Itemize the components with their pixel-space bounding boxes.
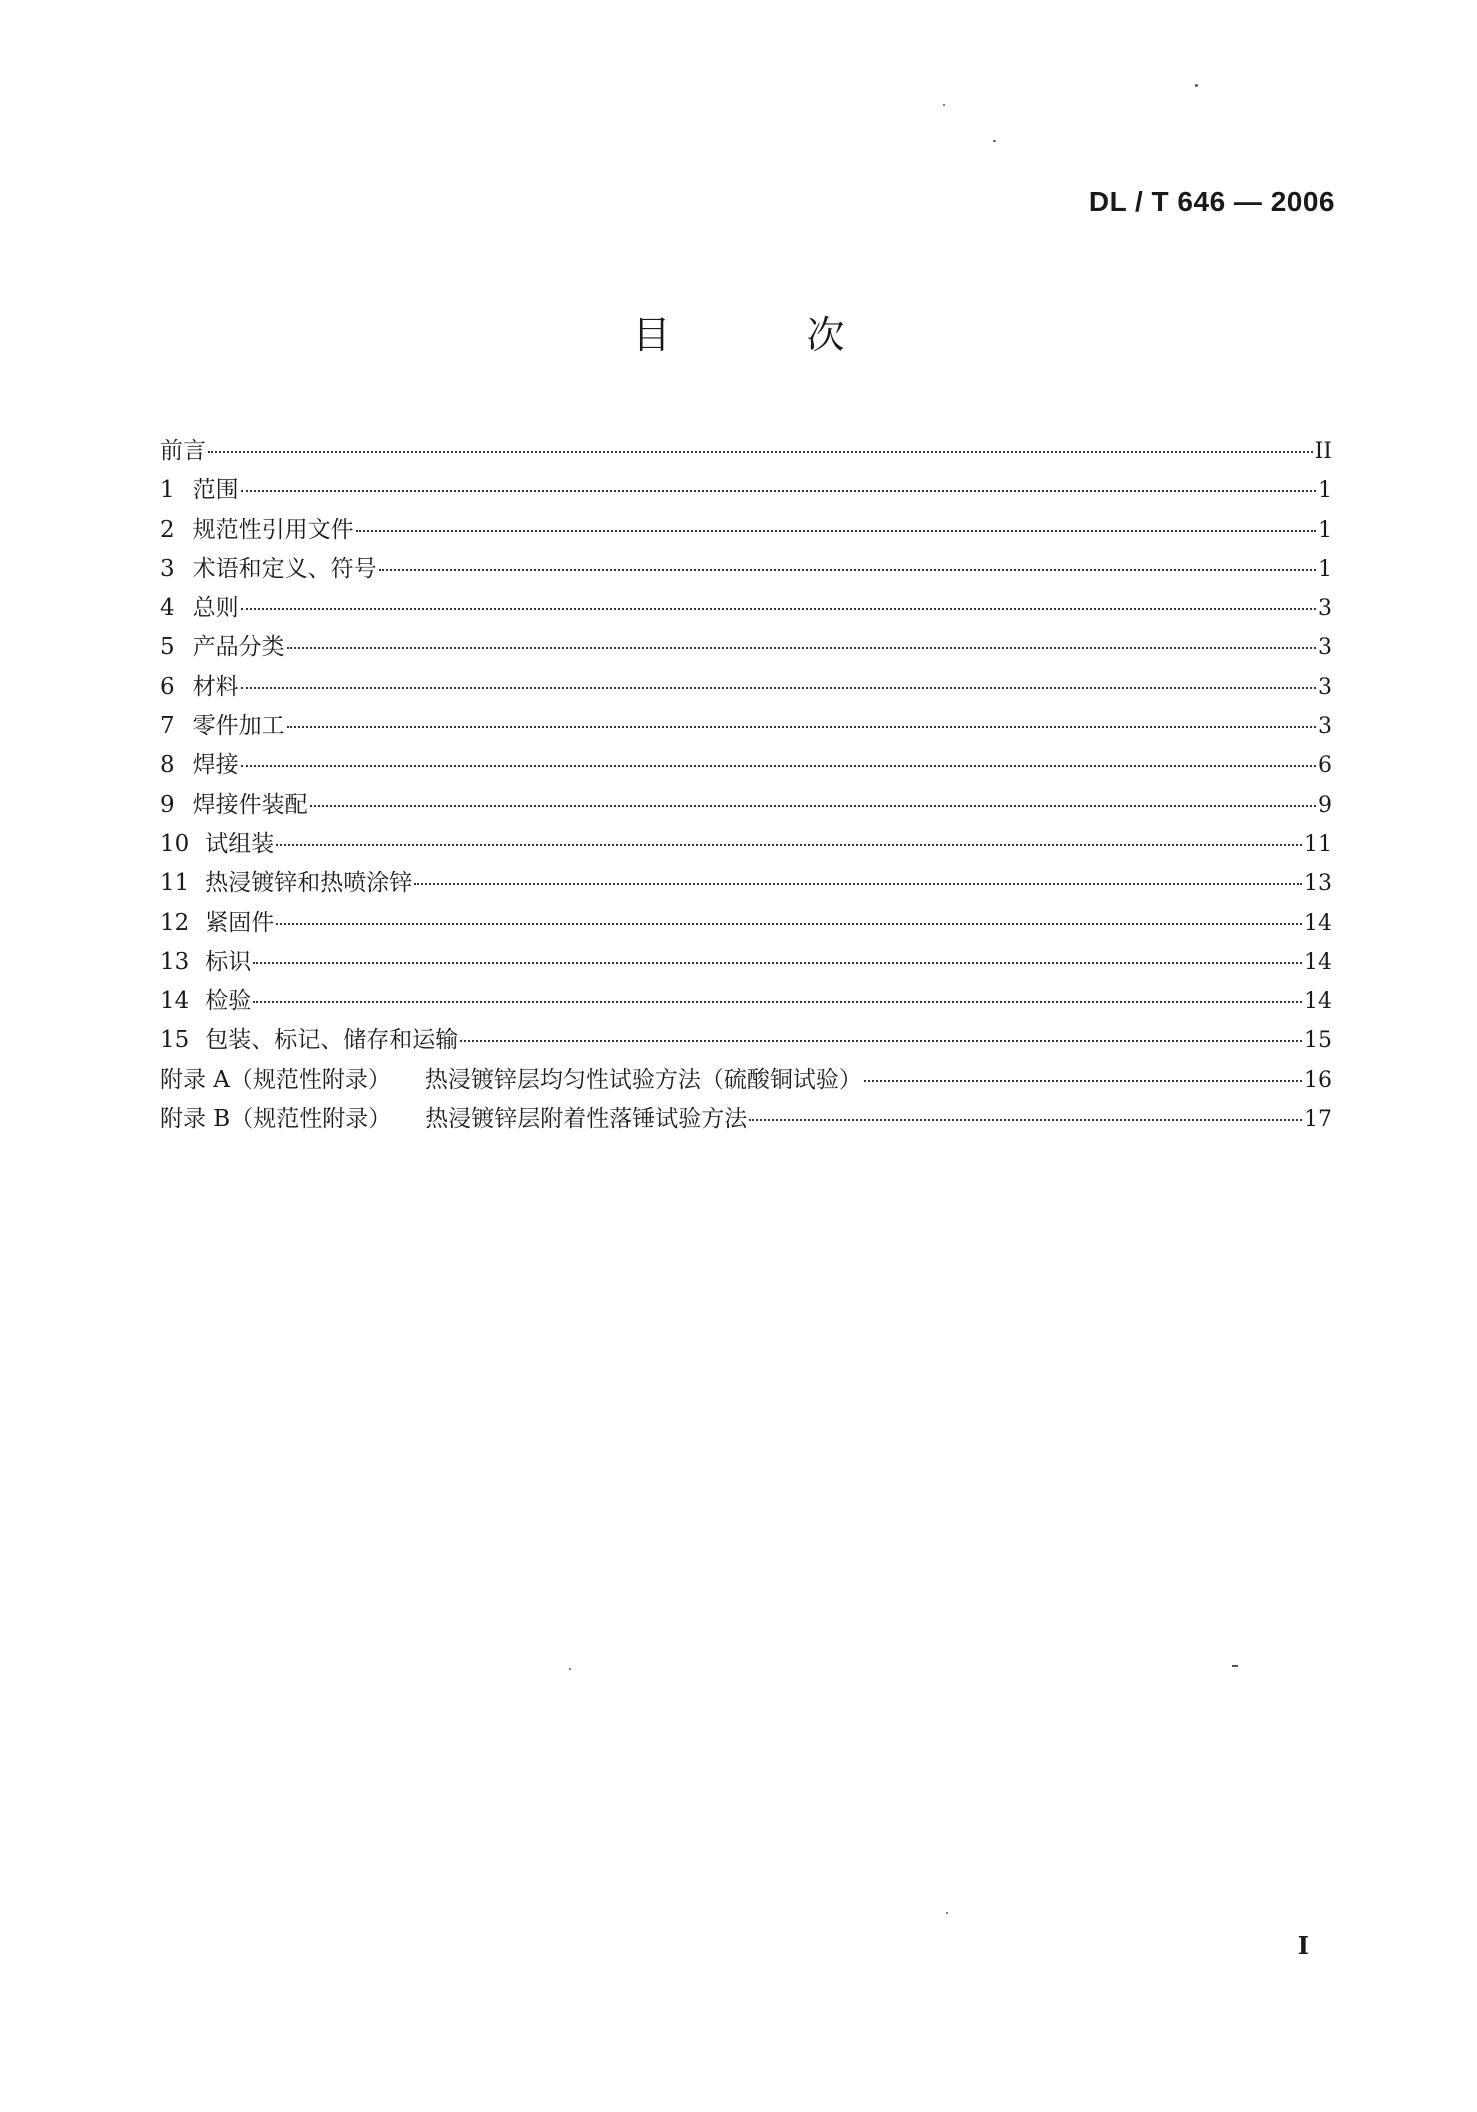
- toc-entry-page: 3: [1318, 635, 1332, 661]
- toc-entry-number: 8: [160, 752, 175, 779]
- toc-dot-leader: [287, 647, 1316, 649]
- toc-dot-leader: [379, 569, 1316, 571]
- page-folio: I: [1297, 1931, 1309, 1960]
- toc-entry-number: 2: [160, 516, 175, 543]
- toc-entry-title-main: 总则: [192, 595, 239, 622]
- toc-entry-title: [160, 1100, 747, 1133]
- toc-entry-page: 3: [1318, 596, 1332, 622]
- toc-entry-title-main: 范围: [192, 477, 239, 504]
- toc-entry-page: 11: [1304, 831, 1332, 857]
- toc-entry-title: [205, 1021, 458, 1054]
- toc-entry-number: 7: [160, 713, 175, 740]
- scan-speck: [569, 1668, 571, 1670]
- toc-entry-title: [193, 786, 308, 819]
- toc-entry: [160, 471, 1332, 510]
- toc-entry-title-main: 焊接件装配: [192, 791, 308, 818]
- toc-entry-number: 4: [160, 595, 175, 622]
- toc-entry-page: 6: [1318, 753, 1332, 779]
- toc-dot-leader: [287, 726, 1316, 728]
- toc-entry-subtitle: 热浸镀锌层均匀性试验方法（硫酸铜试验）: [424, 1066, 862, 1093]
- toc-entry: [160, 786, 1332, 825]
- toc-entry-title: [160, 1061, 862, 1094]
- toc-entry: [160, 864, 1332, 903]
- toc-entry: [160, 825, 1332, 864]
- toc-entry-number: 10: [160, 830, 190, 857]
- toc-entry-title-main: 零件加工: [192, 713, 285, 740]
- scan-speck: [943, 104, 945, 106]
- toc-entry: [160, 982, 1332, 1021]
- toc-dot-leader: [460, 1040, 1302, 1042]
- toc-entry-title: [205, 982, 251, 1015]
- scan-speck: [1232, 1665, 1238, 1667]
- toc-dot-leader: [241, 687, 1316, 689]
- toc-entry: [160, 1061, 1332, 1100]
- toc-entry-title-main: 包装、标记、储存和运输: [205, 1027, 459, 1054]
- toc-entry-title-main: 标识: [205, 948, 252, 975]
- toc-entry-number: 13: [160, 948, 190, 975]
- toc-entry-title-main: 焊接: [192, 752, 239, 779]
- toc-dot-leader: [749, 1119, 1302, 1121]
- toc-entry: [160, 746, 1332, 785]
- scan-speck: [1195, 84, 1198, 87]
- toc-entry-title: [193, 628, 285, 661]
- toc-entry: [160, 1021, 1332, 1060]
- toc-dot-leader: [241, 765, 1316, 767]
- toc-entry-title-main: 热浸镀锌和热喷涂锌: [205, 870, 413, 897]
- toc-entry-title-main: 规范性引用文件: [192, 516, 354, 543]
- toc-entry-title: [160, 432, 206, 465]
- toc-entry-title: [205, 825, 274, 858]
- toc-dot-leader: [414, 883, 1302, 885]
- toc-dot-leader: [241, 608, 1316, 610]
- toc-entry: [160, 1100, 1332, 1139]
- toc-entry-page: 14: [1304, 989, 1332, 1015]
- scan-speck: [946, 1912, 948, 1914]
- toc-entry-subtitle: 热浸镀锌层附着性落锤试验方法: [425, 1106, 748, 1133]
- toc-entry-page: II: [1314, 439, 1332, 464]
- toc-entry-page: 1: [1318, 556, 1332, 582]
- toc-entry-page: 16: [1304, 1067, 1332, 1093]
- toc-dot-leader: [356, 530, 1316, 532]
- toc-entry-title-main: 附录 A（规范性附录）: [160, 1066, 391, 1093]
- toc-entry-page: 1: [1318, 478, 1332, 504]
- toc-entry-title-main: 前言: [160, 438, 206, 464]
- toc-entry: [160, 511, 1332, 550]
- toc-entry-page: 14: [1304, 910, 1332, 936]
- toc-entry: [160, 707, 1332, 746]
- toc-dot-leader: [253, 1001, 1302, 1003]
- toc-entry: [160, 628, 1332, 667]
- toc-dot-leader: [253, 962, 1302, 964]
- toc-entry-title-main: 试组装: [205, 830, 275, 857]
- toc-entry: [160, 904, 1332, 943]
- toc-entry-page: 13: [1304, 871, 1332, 897]
- toc-entry-title-main: 附录 B（规范性附录）: [160, 1106, 392, 1133]
- toc-dot-leader: [208, 451, 1313, 453]
- toc-entry-number: 6: [160, 673, 175, 700]
- toc-entry-number: 5: [160, 634, 175, 661]
- toc-entry-page: 3: [1318, 714, 1332, 740]
- toc-dot-leader: [276, 844, 1302, 846]
- toc-entry: [160, 668, 1332, 707]
- toc-entry-number: 12: [160, 909, 190, 936]
- toc-entry-title: [193, 707, 285, 740]
- toc-entry-number: 1: [160, 477, 175, 504]
- toc-entry-title-main: 产品分类: [192, 634, 285, 661]
- toc-entry-title: [205, 864, 412, 897]
- toc-entry-title: [193, 589, 239, 622]
- toc-entry-title: [193, 471, 239, 504]
- toc-entry-page: 9: [1318, 792, 1332, 818]
- toc-entry-number: 14: [160, 988, 190, 1015]
- toc-entry-title-main: 术语和定义、符号: [192, 555, 377, 582]
- scan-speck: [993, 140, 996, 142]
- toc-entry: [160, 943, 1332, 982]
- toc-dot-leader: [310, 805, 1316, 807]
- toc-entry-number: 9: [160, 791, 175, 818]
- toc-dot-leader: [864, 1080, 1302, 1082]
- toc-entry-page: 15: [1304, 1028, 1332, 1054]
- toc-entry-title: [193, 746, 239, 779]
- toc-entry-title-main: 紧固件: [205, 909, 275, 936]
- table-of-contents: [160, 432, 1332, 1139]
- toc-entry-title: [193, 550, 377, 583]
- toc-dot-leader: [276, 923, 1302, 925]
- toc-entry-title: [193, 668, 239, 701]
- toc-entry: [160, 589, 1332, 628]
- toc-entry-title: [193, 511, 354, 544]
- toc-entry-title-main: 材料: [192, 673, 239, 700]
- toc-entry-title: [205, 904, 274, 937]
- toc-entry-page: 3: [1318, 674, 1332, 700]
- toc-entry-number: 3: [160, 555, 175, 582]
- toc-entry-page: 1: [1318, 517, 1332, 543]
- toc-entry-number: 11: [160, 870, 190, 897]
- toc-entry-page: 17: [1304, 1107, 1332, 1133]
- toc-entry-title: [205, 943, 251, 976]
- toc-entry-title-main: 检验: [205, 988, 252, 1015]
- toc-entry-number: 15: [160, 1027, 190, 1054]
- page-title: 目 次: [632, 313, 907, 357]
- standard-code: DL / T 646 — 2006: [1088, 186, 1335, 217]
- toc-entry: [160, 550, 1332, 589]
- toc-dot-leader: [241, 490, 1316, 492]
- toc-entry-page: 14: [1304, 949, 1332, 975]
- toc-entry: [160, 432, 1332, 471]
